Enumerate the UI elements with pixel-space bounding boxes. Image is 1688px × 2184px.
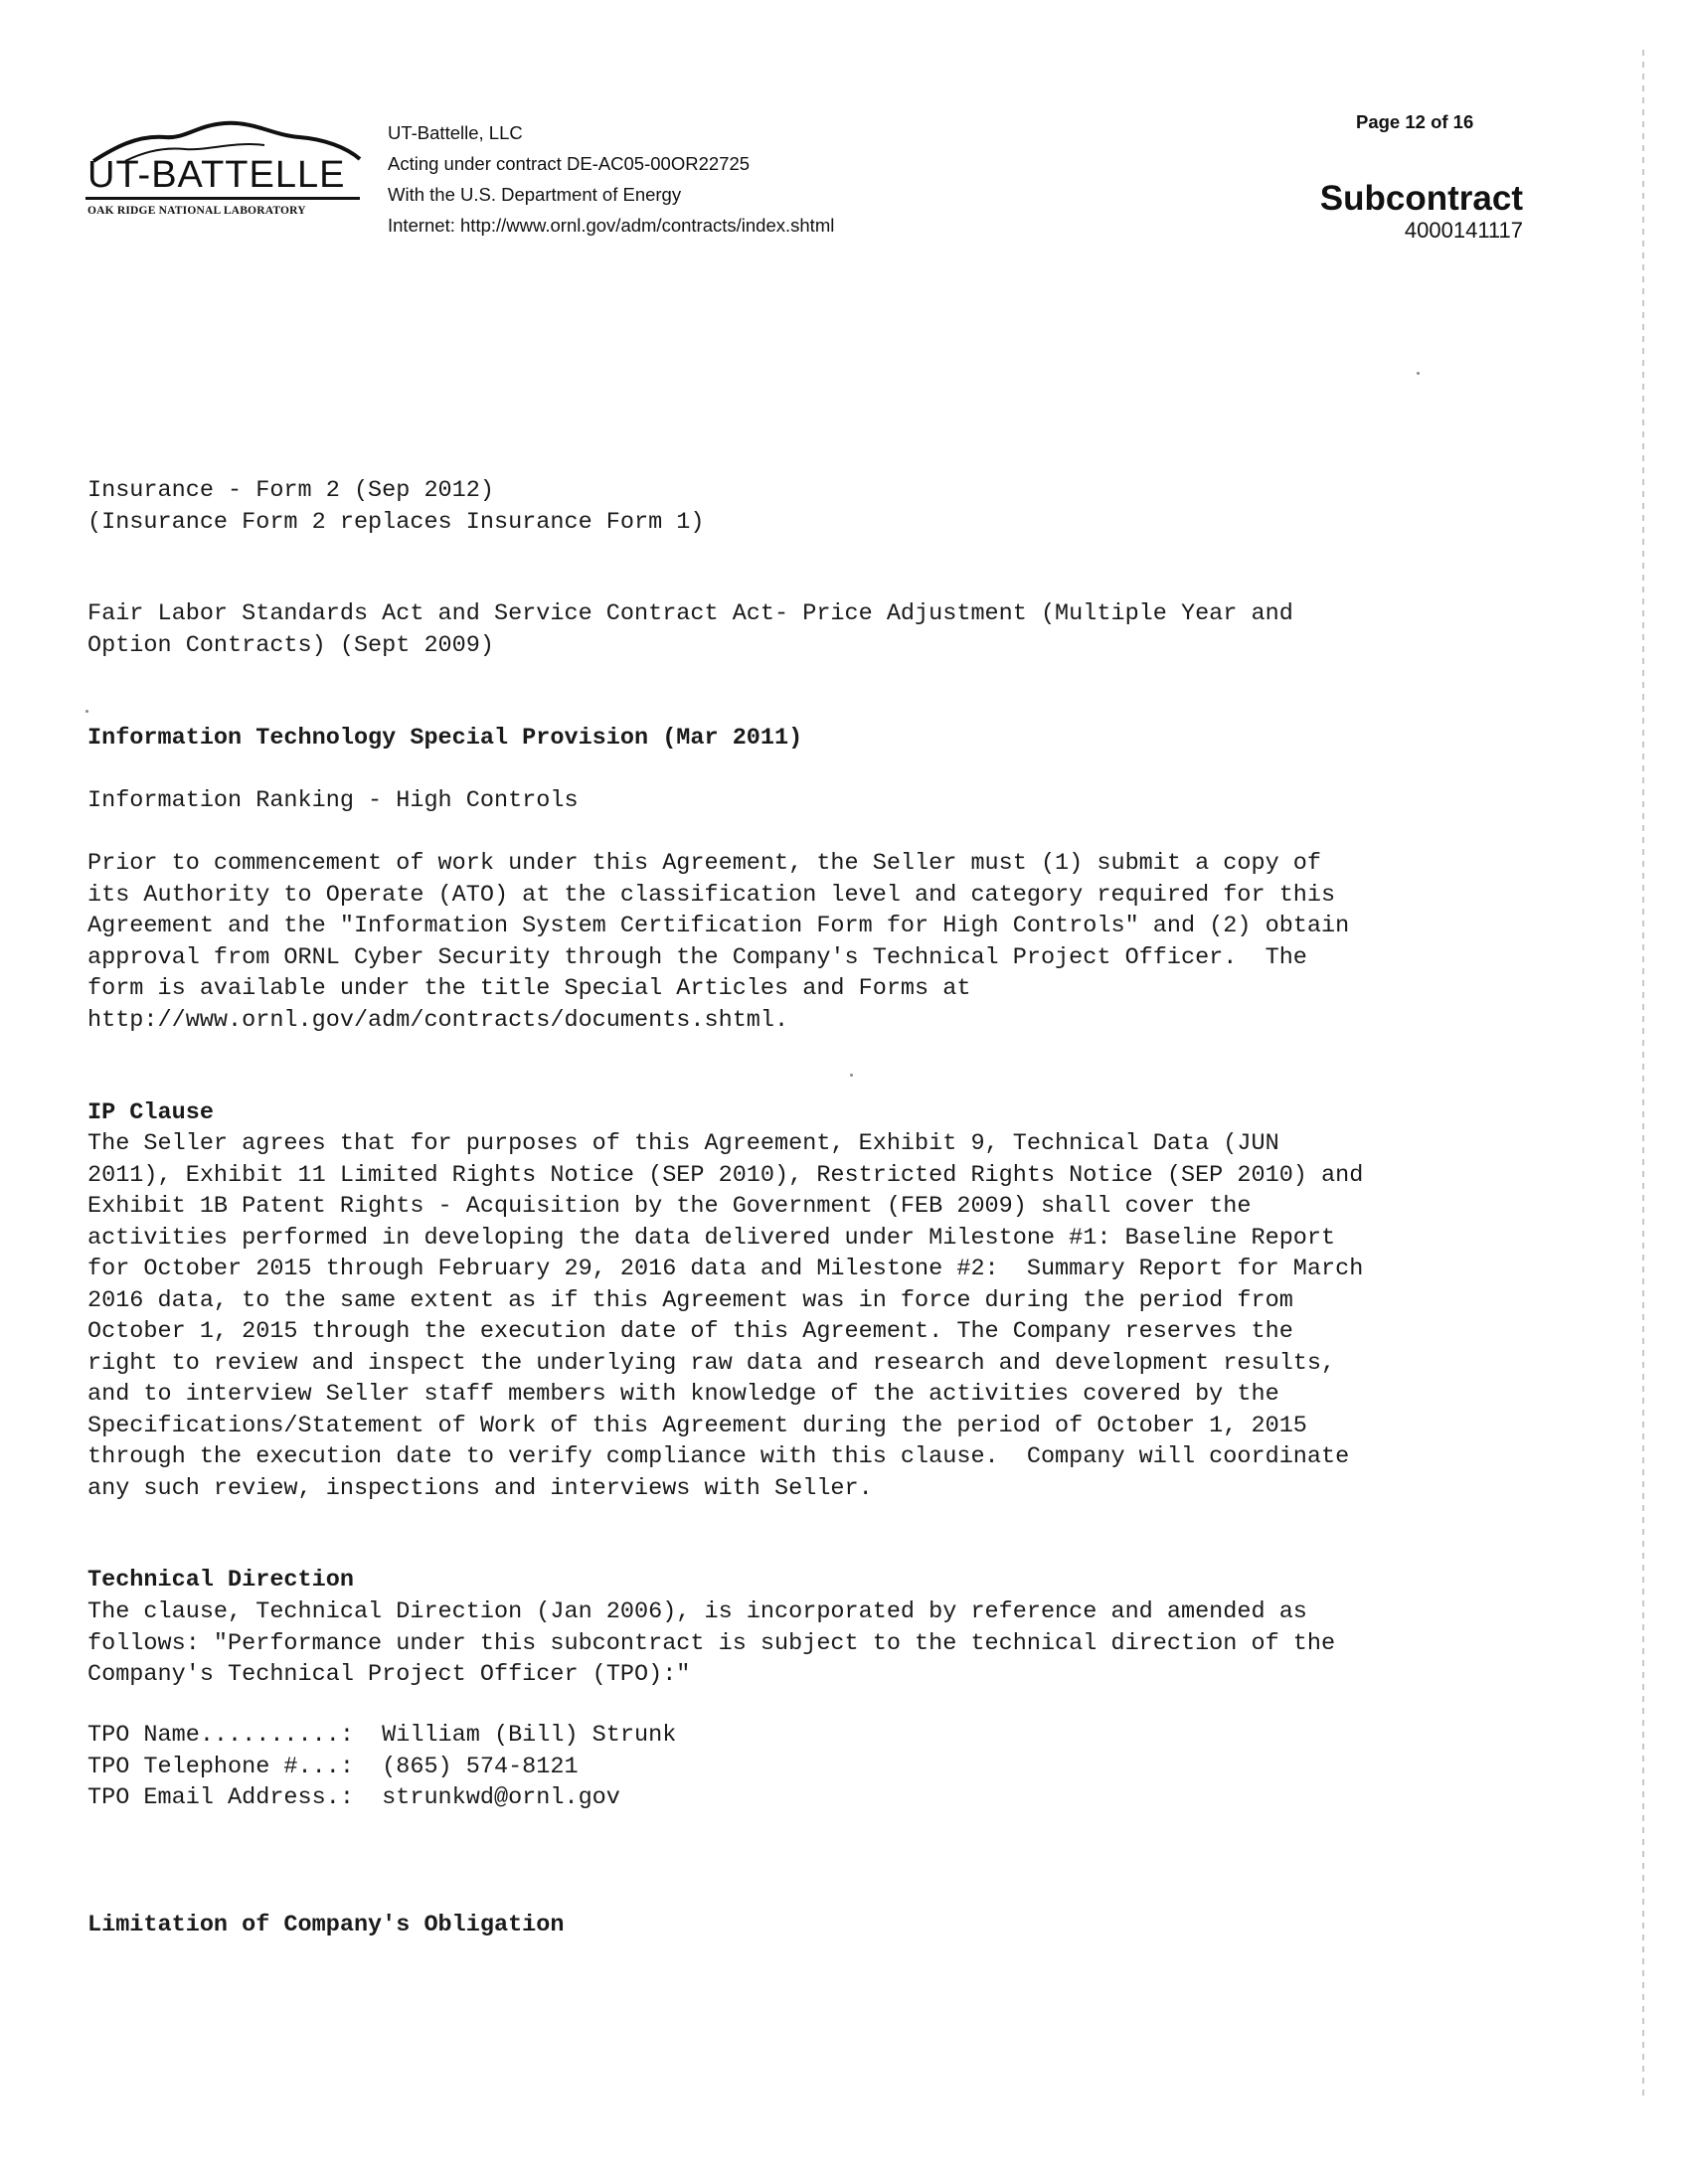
logo-rule [85, 197, 360, 200]
company-line: UT-Battelle, LLC [388, 122, 523, 143]
text-line: 2016 data, to the same extent as if this Agreement was in force during the period from [87, 1286, 1293, 1314]
text-line: October 1, 2015 through the execution date of this Agreement. The Company reserves the [87, 1318, 1293, 1345]
tpo-name: TPO Name..........: William (Bill) Strunk [87, 1722, 677, 1749]
scan-speck [850, 1074, 853, 1077]
logo-wordmark: UT-BATTELLE [87, 154, 346, 196]
text-line: Insurance - Form 2 (Sep 2012) [87, 477, 494, 504]
text-line: Prior to commencement of work under this Agreement, the Seller must (1) submit a copy of [87, 850, 1322, 877]
text-line: http://www.ornl.gov/adm/contracts/documents.shtml. [87, 1006, 789, 1034]
text-line: The clause, Technical Direction (Jan 2006), is incorporated by reference and amended as [87, 1598, 1307, 1625]
technical-direction-heading: Technical Direction [87, 1567, 354, 1594]
text-line: The Seller agrees that for purposes of this Agreement, Exhibit 9, Technical Data (JUN [87, 1130, 1279, 1157]
company-line: With the U.S. Department of Energy [388, 184, 682, 205]
text-line: right to review and inspect the underlying raw data and research and development results, [87, 1349, 1336, 1377]
it-provision-body [87, 848, 1529, 1036]
technical-direction-body [87, 1596, 1529, 1691]
text-line: approval from ORNL Cyber Security through the Company's Technical Project Officer. The [87, 943, 1307, 971]
text-line: follows: "Performance under this subcontract is subject to the technical direction of the [87, 1629, 1336, 1657]
text-line: and to interview Seller staff members with knowledge of the activities covered by the [87, 1381, 1279, 1408]
text-line: Fair Labor Standards Act and Service Contract Act- Price Adjustment (Multiple Year and [87, 600, 1293, 627]
tpo-telephone: TPO Telephone #...: (865) 574-8121 [87, 1753, 579, 1780]
scan-speck [1417, 372, 1420, 375]
text-line: (Insurance Form 2 replaces Insurance Form 1) [87, 508, 705, 536]
page-number: Page 12 of 16 [1356, 111, 1474, 132]
scan-edge-line [1642, 50, 1644, 2098]
insurance-section [87, 475, 1529, 538]
document-title: Subcontract [1319, 179, 1523, 218]
text-line: form is available under the title Special Articles and Forms at [87, 975, 971, 1002]
limitation-heading: Limitation of Company's Obligation [87, 1912, 565, 1938]
tpo-email: TPO Email Address.: strunkwd@ornl.gov [87, 1784, 620, 1811]
ip-clause-body [87, 1128, 1529, 1504]
text-line: for October 2015 through February 29, 2016 data and Milestone #2: Summary Report for March [87, 1256, 1364, 1282]
it-provision-heading: Information Technology Special Provision (Mar 2011) [87, 725, 803, 752]
text-line: Exhibit 1B Patent Rights - Acquisition by the Government (FEB 2009) shall cover the [87, 1193, 1252, 1220]
company-line: Acting under contract DE-AC05-00OR22725 [388, 153, 751, 174]
text-line: 2011), Exhibit 11 Limited Rights Notice (SEP 2010), Restricted Rights Notice (SEP 2010) and [87, 1161, 1364, 1189]
tpo-contact-block [87, 1720, 1529, 1814]
text-line: any such review, inspections and interviews with Seller. [87, 1474, 873, 1502]
company-info [388, 117, 834, 241]
ip-clause-heading: IP Clause [87, 1099, 214, 1126]
text-line: Agreement and the "Information System Certification Form for High Controls" and (2) obtain [87, 913, 1350, 939]
text-line: Specifications/Statement of Work of this Agreement during the period of October 1, 2015 [87, 1412, 1307, 1439]
logo-subtext: OAK RIDGE NATIONAL LABORATORY [87, 205, 306, 217]
company-line: Internet: http://www.ornl.gov/adm/contracts/index.shtml [388, 215, 835, 236]
ut-battelle-logo [85, 117, 364, 217]
text-line: through the execution date to verify compliance with this clause. Company will coordinate [87, 1443, 1350, 1470]
subcontract-number: 4000141117 [1404, 218, 1523, 243]
scan-speck [85, 710, 88, 713]
info-ranking: Information Ranking - High Controls [87, 787, 579, 814]
fair-labor-section [87, 598, 1529, 661]
text-line: Option Contracts) (Sept 2009) [87, 631, 494, 659]
text-line: activities performed in developing the data delivered under Milestone #1: Baseline Report [87, 1224, 1336, 1252]
text-line: its Authority to Operate (ATO) at the classification level and category required for this [87, 881, 1336, 909]
text-line: Company's Technical Project Officer (TPO):" [87, 1661, 691, 1688]
